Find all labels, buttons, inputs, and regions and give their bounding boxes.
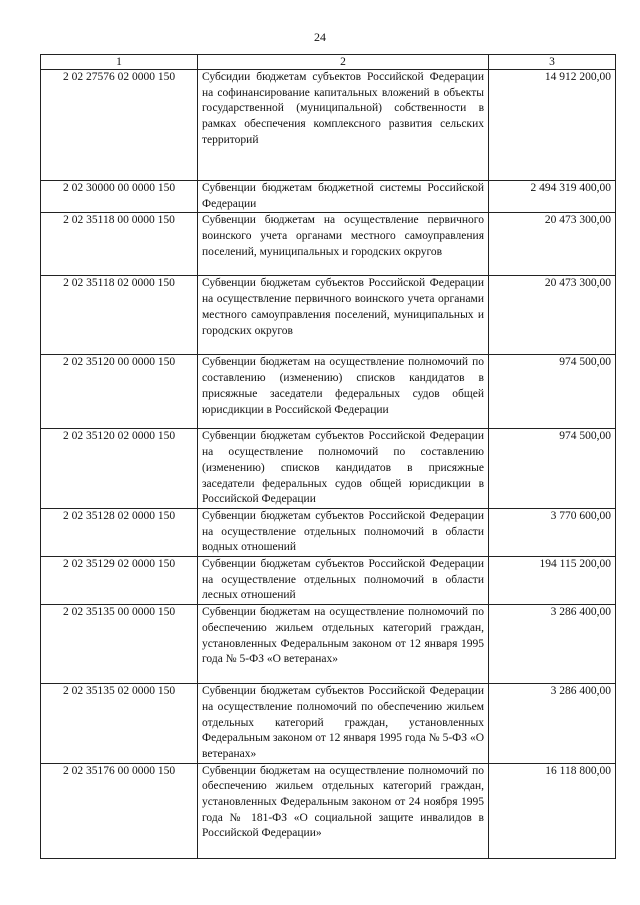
- column-header-code: 1: [41, 55, 198, 70]
- amount-cell: 20 473 300,00: [489, 276, 616, 355]
- budget-code-cell: 2 02 35128 02 0000 150: [41, 508, 198, 556]
- budget-code-cell: 2 02 35129 02 0000 150: [41, 557, 198, 605]
- budget-code-cell: 2 02 35120 00 0000 150: [41, 355, 198, 429]
- column-header-name: 2: [198, 55, 489, 70]
- amount-cell: 2 494 319 400,00: [489, 181, 616, 213]
- revenue-name-cell: Субвенции бюджетам бюджетной системы Российской Федерации: [198, 181, 489, 213]
- amount-cell: 20 473 300,00: [489, 213, 616, 276]
- amount-cell: 3 286 400,00: [489, 605, 616, 684]
- revenue-name-cell: Субвенции бюджетам субъектов Российской Федерации на осуществление полномочий по обеспечению жильем отдельных категорий граждан, установленных Федеральным законом от 12 января 1995 года № 5-ФЗ «О ветеранах»: [198, 684, 489, 764]
- amount-cell: 14 912 200,00: [489, 70, 616, 181]
- table-row: [41, 70, 616, 181]
- amount-cell: 3 770 600,00: [489, 508, 616, 556]
- budget-code-cell: 2 02 35135 00 0000 150: [41, 605, 198, 684]
- table-row: [41, 213, 616, 276]
- table-row: [41, 557, 616, 605]
- table-row: [41, 276, 616, 355]
- budget-code-cell: 2 02 35118 02 0000 150: [41, 276, 198, 355]
- budget-code-cell: 2 02 35135 02 0000 150: [41, 684, 198, 764]
- revenue-name-cell: Субвенции бюджетам на осуществление полномочий по обеспечению жильем отдельных категорий граждан, установленных Федеральным законом от 24 ноября 1995 года № 181-ФЗ «О социальной защите инвалидов в Российской Федерации»: [198, 763, 489, 858]
- amount-cell: 974 500,00: [489, 429, 616, 509]
- page-number: 24: [314, 30, 326, 44]
- revenue-name-cell: Субвенции бюджетам субъектов Российской Федерации на осуществление отдельных полномочий в области лесных отношений: [198, 557, 489, 605]
- table-row: [41, 181, 616, 213]
- budget-code-cell: 2 02 35120 02 0000 150: [41, 429, 198, 509]
- amount-cell: 974 500,00: [489, 355, 616, 429]
- revenue-name-cell: Субвенции бюджетам на осуществление полномочий по обеспечению жильем отдельных категорий граждан, установленных Федеральным законом от 12 января 1995 года № 5-ФЗ «О ветеранах»: [198, 605, 489, 684]
- revenue-name-cell: Субвенции бюджетам субъектов Российской Федерации на осуществление отдельных полномочий в области водных отношений: [198, 508, 489, 556]
- column-header-amount: 3: [489, 55, 616, 70]
- amount-cell: 16 118 800,00: [489, 763, 616, 858]
- amount-cell: 194 115 200,00: [489, 557, 616, 605]
- table-row: [41, 508, 616, 556]
- revenue-name-cell: Субвенции бюджетам субъектов Российской Федерации на осуществление первичного воинского учета органами местного самоуправления поселений, муниципальных и городских округов: [198, 276, 489, 355]
- budget-code-cell: 2 02 35176 00 0000 150: [41, 763, 198, 858]
- revenue-name-cell: Субвенции бюджетам на осуществление первичного воинского учета органами местного самоуправления поселений, муниципальных и городских округов: [198, 213, 489, 276]
- revenue-name-cell: Субвенции бюджетам на осуществление полномочий по составлению (изменению) списков кандидатов в присяжные заседатели федеральных судов общей юрисдикции в Российской Федерации: [198, 355, 489, 429]
- budget-code-cell: 2 02 27576 02 0000 150: [41, 70, 198, 181]
- table-row: [41, 684, 616, 764]
- budget-code-cell: 2 02 30000 00 0000 150: [41, 181, 198, 213]
- revenue-name-cell: Субвенции бюджетам субъектов Российской Федерации на осуществление полномочий по составлению (изменению) списков кандидатов в присяжные заседатели федеральных судов общей юрисдикции в Российской Федерации: [198, 429, 489, 509]
- table-row: [41, 763, 616, 858]
- table-header-row: [41, 55, 616, 70]
- table-row: [41, 429, 616, 509]
- revenue-name-cell: Субсидии бюджетам субъектов Российской Федерации на софинансирование капитальных вложений в объекты государственной (муниципальной) собственности в рамках обеспечения комплексного развития сельских территорий: [198, 70, 489, 181]
- table-row: [41, 355, 616, 429]
- table-row: [41, 605, 616, 684]
- amount-cell: 3 286 400,00: [489, 684, 616, 764]
- budget-revenue-table: [40, 54, 616, 859]
- budget-code-cell: 2 02 35118 00 0000 150: [41, 213, 198, 276]
